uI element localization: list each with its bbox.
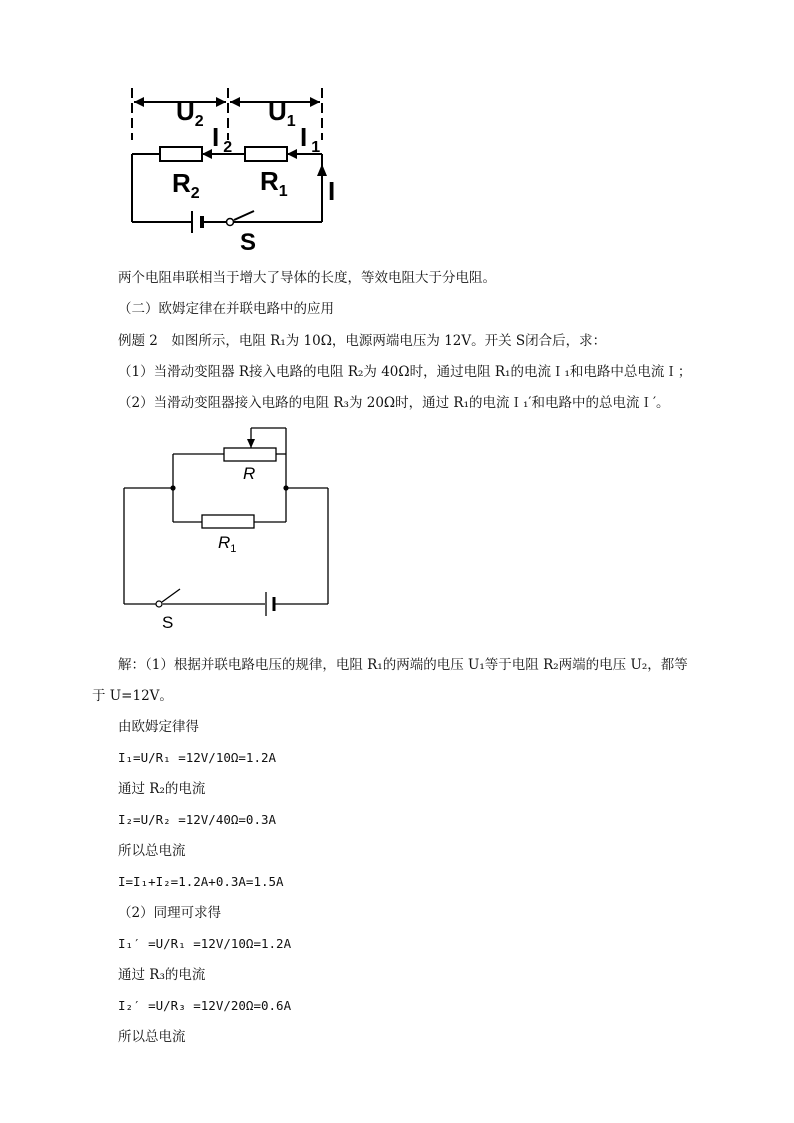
equation-total: I=I₁+I₂=1.2A+0.3A=1.5A	[118, 874, 284, 889]
total-current-intro-2: 所以总电流	[118, 1029, 186, 1045]
solution-line-1: 解：（1）根据并联电路电压的规律，电阻 R₁的两端的电压 U₁等于电阻 R₂两端的电压 U₂，都等	[118, 657, 688, 673]
section-title: （二）欧姆定律在并联电路中的应用	[118, 301, 334, 317]
equation-i1-prime: I₁′ =U/R₁ =12V/10Ω=1.2A	[118, 936, 292, 951]
total-current-label: I	[328, 176, 336, 206]
equation-i1: I₁=U/R₁ =12V/10Ω=1.2A	[118, 750, 277, 765]
series-circuit-diagram	[120, 80, 360, 260]
through-r2: 通过 R₂的电流	[118, 781, 206, 797]
example-statement: 例题 2 如图所示，电阻 R₁为 10Ω，电源两端电压为 12V。开关 S闭合后，求：	[118, 333, 607, 349]
i2-label: I $_2$	[212, 122, 233, 156]
parallel-circuit-diagram	[118, 422, 338, 632]
switch-label: S	[240, 229, 257, 256]
r1-label: $R_1$	[218, 533, 237, 555]
r2-label: $R_2$	[172, 168, 200, 202]
equation-i2-prime: I₂′ =U/R₃ =12V/20Ω=0.6A	[118, 998, 292, 1013]
ohm-law-intro: 由欧姆定律得	[118, 719, 199, 735]
total-current-intro-1: 所以总电流	[118, 843, 186, 859]
switch-label: S	[162, 613, 174, 632]
question-2: （2）当滑动变阻器接入电路的电阻 R₃为 20Ω时，通过 R₁的电流Ｉ₁′和电路中的总电流Ｉ′。	[118, 395, 670, 411]
r1-label: $R_1$	[260, 166, 288, 200]
rheostat-label: R	[243, 464, 256, 483]
equation-i2: I₂=U/R₂ =12V/40Ω=0.3A	[118, 812, 277, 827]
question-1: （1）当滑动变阻器 R接入电路的电阻 R₂为 40Ω时，通过电阻 R₁的电流Ｉ₁和电路中总电流Ｉ；	[118, 364, 692, 380]
part-2-intro: （2）同理可求得	[118, 905, 222, 921]
u1-label: $U_1$	[268, 96, 296, 130]
u2-label: $U_2$	[176, 96, 204, 130]
through-r3: 通过 R₃的电流	[118, 967, 206, 983]
series-note: 两个电阻串联相当于增大了导体的长度，等效电阻大于分电阻。	[118, 270, 496, 286]
solution-line-2: 于 U=12V。	[92, 688, 173, 704]
i1-label: I $_1$	[300, 122, 321, 156]
